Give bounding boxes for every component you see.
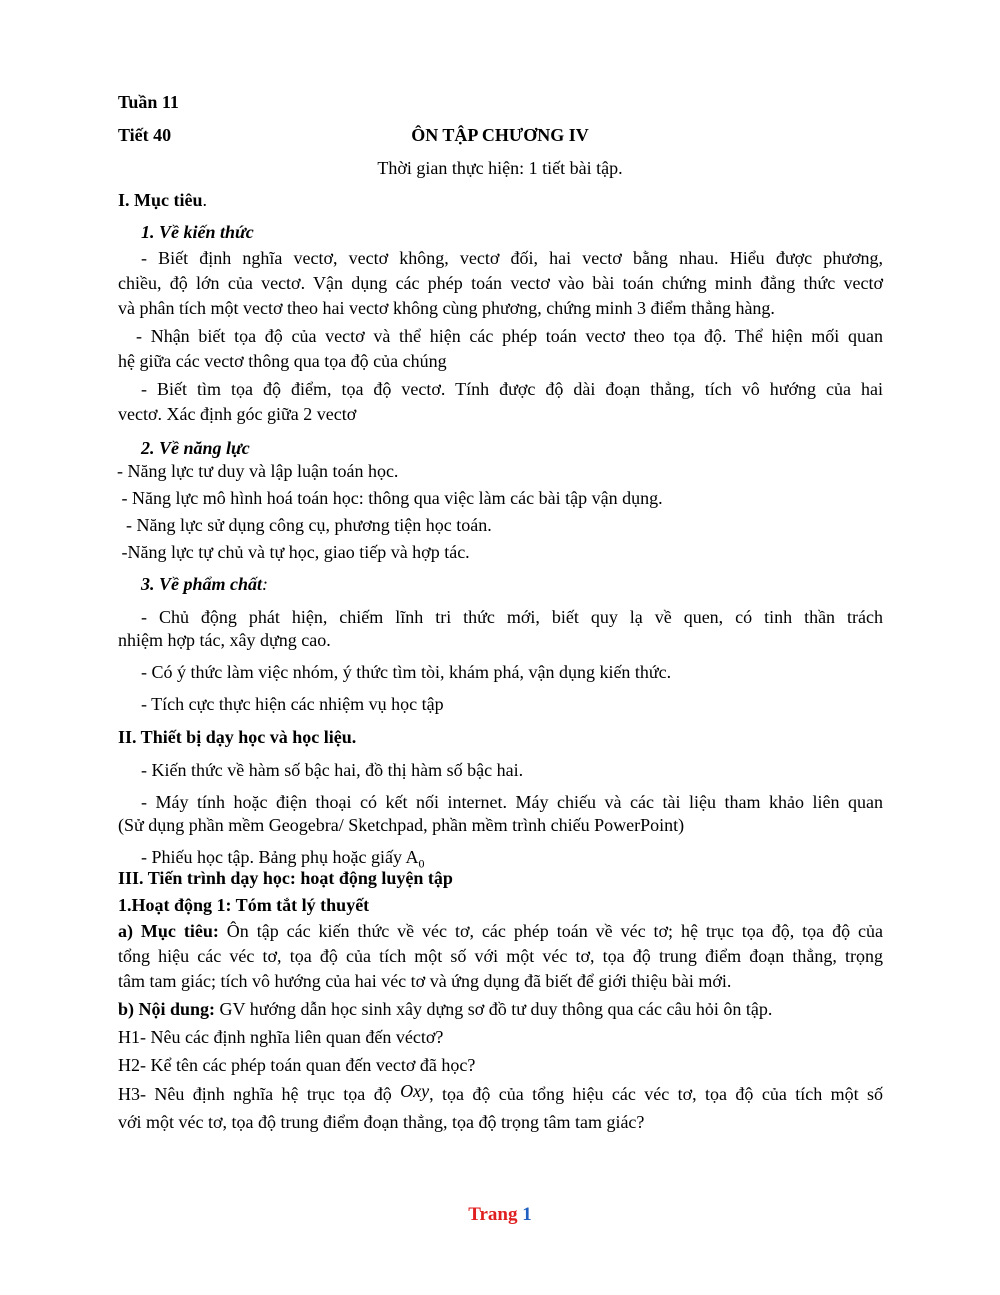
quality-p3: - Tích cực thực hiện các nhiệm vụ học tập <box>141 694 444 714</box>
quality-heading <box>141 572 906 596</box>
section2-p2-line1: - Máy tính hoặc điện thoại có kết nối internet. Máy chiếu và các tài liệu tham khảo liên quan <box>141 792 883 812</box>
footer-page-number: 1 <box>522 1204 532 1225</box>
section2-heading: II. Thiết bị dạy học và học liệu. <box>118 727 357 747</box>
question-h2: H2- Kể tên các phép toán quan đến vectơ đã học? <box>118 1055 476 1075</box>
quality-p2: - Có ý thức làm việc nhóm, ý thức tìm tòi, khám phá, vận dụng kiến thức. <box>141 662 672 682</box>
section1-heading-dot: . <box>202 190 207 210</box>
knowledge-p3-line2: vectơ. Xác định góc giữa 2 vectơ <box>118 404 357 424</box>
math-oxy: Oxy <box>400 1081 430 1101</box>
question-h1: H1- Nêu các định nghĩa liên quan đến véctơ? <box>118 1027 444 1047</box>
section2-p3-text: - Phiếu học tập. Bảng phụ hoặc giấy A <box>141 847 419 867</box>
activity1-heading: 1.Hoạt động 1: Tóm tắt lý thuyết <box>118 895 370 915</box>
section1-heading-text: I. Mục tiêu <box>118 190 203 210</box>
knowledge-p1-line1: - Biết định nghĩa vectơ, vectơ không, vectơ đối, hai vectơ bằng nhau. Hiểu được phương, <box>141 248 883 268</box>
competence-item: - Năng lực sử dụng công cụ, phương tiện học toán. <box>117 515 492 535</box>
knowledge-p3-line1: - Biết tìm tọa độ điểm, tọa độ vectơ. Tính được độ dài đoạn thẳng, tích vô hướng của hai <box>141 379 883 399</box>
knowledge-heading: 1. Về kiến thức <box>141 222 254 242</box>
quality-p1-line2: nhiệm hợp tác, xây dựng cao. <box>118 630 331 650</box>
page-title: ÔN TẬP CHƯƠNG IV <box>411 125 589 145</box>
content-text: GV hướng dẫn học sinh xây dựng sơ đồ tư duy thông qua các câu hỏi ôn tập. <box>215 999 773 1019</box>
knowledge-p2-line2: hệ giữa các vectơ thông qua tọa độ của chúng <box>118 351 447 371</box>
quality-heading-colon: : <box>262 574 269 594</box>
question-h3-line2: với một véc tơ, tọa độ trung điểm đoạn thẳng, tọa độ trọng tâm tam giác? <box>118 1112 645 1132</box>
knowledge-p2-line1: - Nhận biết tọa độ của vectơ và thể hiện các phép toán vectơ theo tọa độ. Thể hiện mối quan <box>136 326 883 346</box>
quality-heading-text: 3. Về phẩm chất <box>141 574 263 594</box>
competence-item: - Năng lực tư duy và lập luận toán học. <box>117 461 399 481</box>
goal-line2: tổng hiệu các véc tơ, tọa độ của tích một số với một véc tơ, tọa độ trung điểm đoạn thẳng, trọng <box>118 946 883 966</box>
section3-heading: III. Tiến trình dạy học: hoạt động luyện tập <box>118 868 453 888</box>
section2-p1: - Kiến thức về hàm số bậc hai, đồ thị hàm số bậc hai. <box>141 760 524 780</box>
question-h3-line1 <box>118 1082 883 1106</box>
lesson-label: Tiết 40 <box>118 125 172 145</box>
knowledge-p1-line3: và phân tích một vectơ theo hai vectơ không cùng phương, chứng minh 3 điểm thẳng hàng. <box>118 298 775 318</box>
goal-line1-text: Ôn tập các kiến thức về véc tơ, các phép toán về véc tơ; hệ trục tọa độ, tọa độ của <box>218 921 883 941</box>
competence-item: - Năng lực mô hình hoá toán học: thông qua việc làm các bài tập vận dụng. <box>117 488 663 508</box>
duration-text: Thời gian thực hiện: 1 tiết bài tập. <box>377 158 623 178</box>
competence-heading: 2. Về năng lực <box>141 438 250 458</box>
goal-line1 <box>118 919 883 943</box>
section1-heading <box>118 188 883 212</box>
section2-p2-line2: (Sử dụng phần mềm Geogebra/ Sketchpad, phần mềm trình chiếu PowerPoint) <box>118 815 685 835</box>
page-footer <box>0 1204 1000 1226</box>
content-line <box>118 997 883 1021</box>
goal-line3: tâm tam giác; tích vô hướng của hai véc tơ và ứng dụng đã biết để giới thiệu bài mới. <box>118 971 732 991</box>
question-h3-post: , tọa độ của tổng hiệu các véc tơ, tọa độ của tích một số <box>429 1084 883 1104</box>
section2-p3-sub: 0 <box>418 856 425 871</box>
question-h3-pre: H3- Nêu định nghĩa hệ trục tọa độ <box>118 1084 401 1104</box>
quality-p1-line1: - Chủ động phát hiện, chiếm lĩnh tri thức mới, biết quy lạ về quen, có tinh thần trách <box>141 607 883 627</box>
content-label: b) Nội dung: <box>118 999 216 1019</box>
week-label: Tuần 11 <box>118 92 179 112</box>
competence-item: -Năng lực tự chủ và tự học, giao tiếp và hợp tác. <box>117 542 470 562</box>
goal-label: a) Mục tiêu: <box>118 921 219 941</box>
footer-label: Trang <box>468 1204 518 1225</box>
knowledge-p1-line2: chiều, độ lớn của vectơ. Vận dụng các phép toán vectơ vào bài toán chứng minh đẳng thức vectơ <box>118 273 883 293</box>
